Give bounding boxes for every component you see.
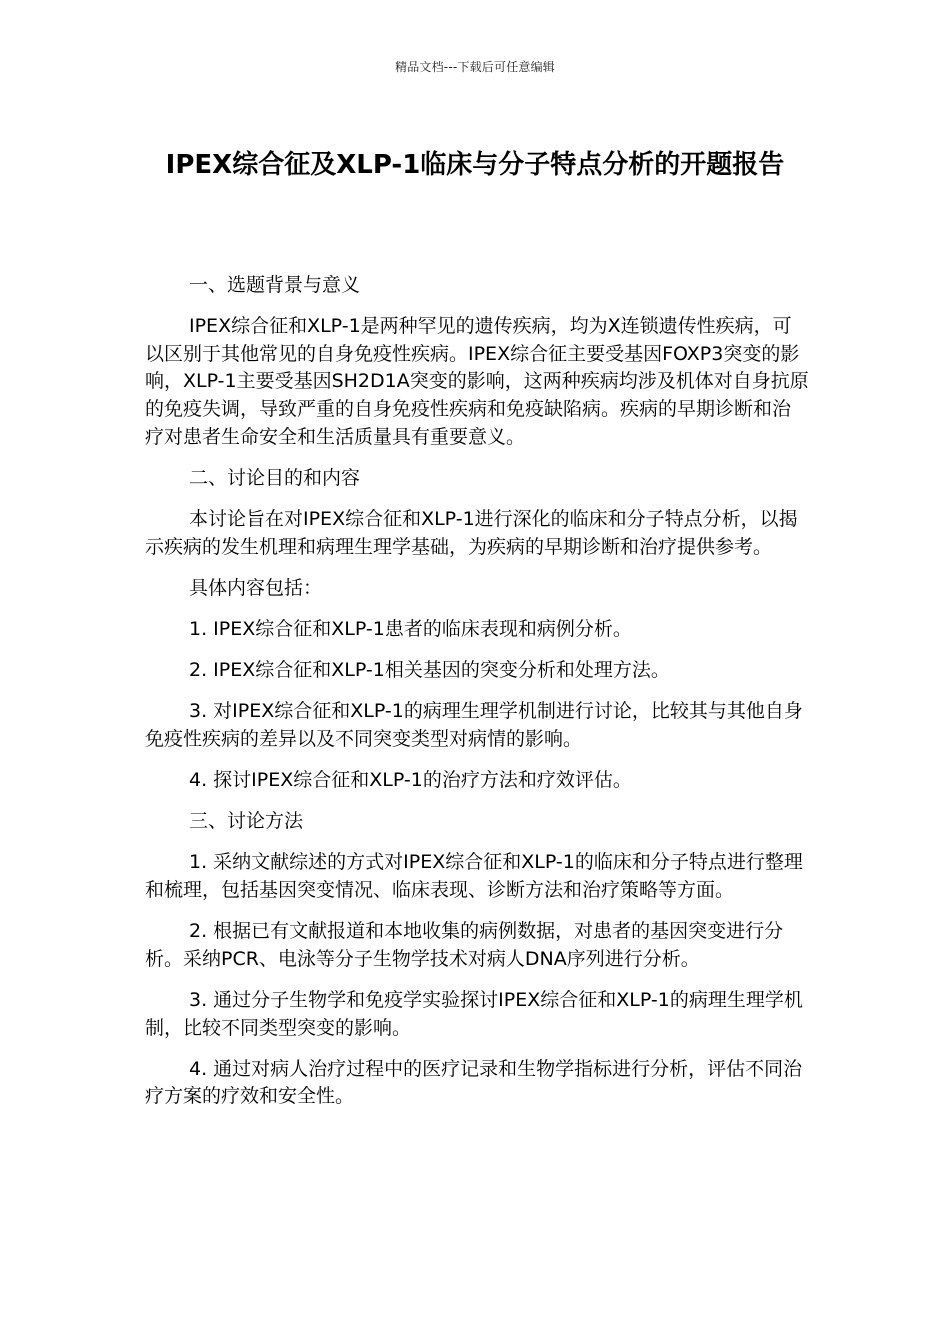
list-item: 4. 通过对病人治疗过程中的医疗记录和生物学指标进行分析，评估不同治疗方案的疗效和安全性。	[145, 1057, 803, 1108]
document-body	[145, 272, 809, 1125]
header-watermark: 精品文档---下载后可任意编辑	[395, 60, 555, 74]
body-paragraph: IPEX综合征和XLP-1是两种罕见的遗传疾病，均为X连锁遗传性疾病，可以区别于其他常见的自身免疫性疾病。IPEX综合征主要受基因FOXP3突变的影响，XLP-1主要受基因SH2D1A突变的影响，这两种疾病均涉及机体对自身抗原的免疫失调，导致严重的自身免疫性疾病和免疫缺陷病。疾病的早期诊断和治疗对患者生命安全和生活质量具有重要意义。	[145, 315, 809, 448]
document-title: IPEX综合征及XLP-1临床与分子特点分析的开题报告	[165, 150, 785, 180]
section-heading: 一、选题背景与意义	[189, 274, 361, 296]
list-item: 2. IPEX综合征和XLP-1相关基因的突变分析和处理方法。	[189, 659, 670, 682]
list-item: 3. 通过分子生物学和免疫学实验探讨IPEX综合征和XLP-1的病理生理学机制，比较不同类型突变的影响。	[145, 989, 803, 1039]
list-item: 2. 根据已有文献报道和本地收集的病例数据，对患者的基因突变进行分析。采纳PCR、电泳等分子生物学技术对病人DNA序列进行分析。	[145, 920, 784, 970]
section-heading: 二、讨论目的和内容	[189, 466, 361, 489]
body-paragraph: 具体内容包括：	[189, 576, 323, 599]
list-item: 4. 探讨IPEX综合征和XLP-1的治疗方法和疗效评估。	[189, 769, 632, 792]
section-heading: 三、讨论方法	[189, 810, 304, 833]
list-item: 1. IPEX综合征和XLP-1患者的临床表现和病例分析。	[189, 617, 632, 640]
list-item: 3. 对IPEX综合征和XLP-1的病理生理学机制进行讨论，比较其与其他自身免疫性疾病的差异以及不同突变类型对病情的影响。	[145, 700, 803, 750]
list-item: 1. 采纳文献综述的方式对IPEX综合征和XLP-1的临床和分子特点进行整理和梳理，包括基因突变情况、临床表现、诊断方法和治疗策略等方面。	[145, 851, 803, 902]
body-paragraph: 本讨论旨在对IPEX综合征和XLP-1进行深化的临床和分子特点分析，以揭示疾病的发生机理和病理生理学基础，为疾病的早期诊断和治疗提供参考。	[145, 507, 798, 558]
